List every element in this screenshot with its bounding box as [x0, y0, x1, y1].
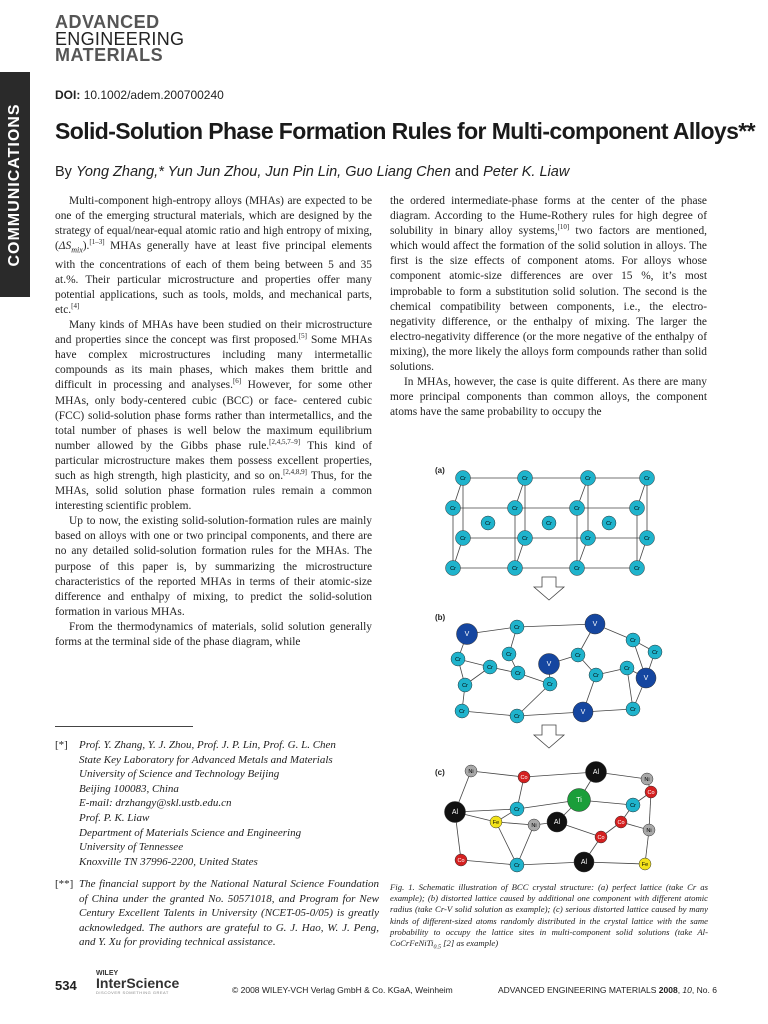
journal-citation: ADVANCED ENGINEERING MATERIALS 2008, 10, No. 6 [498, 985, 717, 995]
journal-name: ADVANCED ENGINEERING MATERIALS [498, 985, 657, 995]
atom-label: V [643, 675, 649, 683]
section-label: COMMUNICATIONS [6, 102, 23, 267]
wiley-small: WILEY [96, 970, 119, 977]
paragraph [55, 318, 372, 514]
text: However, for some other MHAs, only body-centered cubic (BCC) or face- centered cubic (FCC) solid-solution phase forms rather than intermetallics, and the total number of phases is well below the maximum equilibrium number allowed by the Gibbs phase rule. [55, 379, 372, 452]
footnote-line: University of Tennessee [79, 841, 184, 854]
text: Many kinds of MHAs have been studied on their microstructure and properties since the concept was first proposed. [55, 319, 372, 347]
atom-label: Cr [460, 476, 466, 483]
atom-label: Cr [574, 566, 580, 573]
atom-label: Cr [630, 803, 636, 810]
atom-label: Fe [641, 862, 649, 869]
figure-caption [390, 882, 708, 954]
footnote-line: University of Science and Technology Beijing [79, 768, 280, 781]
atom-label: Cr [522, 536, 528, 543]
atom-label: Cr [459, 709, 465, 716]
atom-label: V [580, 709, 586, 717]
footnote-line: State Key Laboratory for Advanced Metals and Materials [79, 753, 333, 766]
atom-label: Ni [646, 828, 652, 835]
atom-label: Cr [485, 521, 491, 528]
atom-label: Cr [634, 566, 640, 573]
wiley-interscience-logo [96, 970, 179, 995]
atom-label: Ni [531, 823, 537, 830]
atom-label: Cr [514, 807, 520, 814]
footnote-mark: [**] [55, 878, 74, 890]
caption-text: [2] as example) [440, 938, 499, 949]
wiley-tagline: DISCOVER SOMETHING GREAT [96, 990, 169, 995]
atom-label: Cr [606, 521, 612, 528]
text: Some MHAs have complex microstructures including many intermetallic compounds as its main phases, which makes them brittle and difficult in processing and analyses. [55, 334, 372, 392]
section-tab [0, 72, 30, 297]
atom-label: Co [647, 790, 655, 797]
entropy-symbol: ΔS [58, 240, 72, 253]
citation[interactable]: [2,4,8,9] [283, 468, 307, 477]
body-column-left [55, 194, 372, 650]
panel-label: (b) [435, 613, 446, 622]
journal-volume: 10 [682, 985, 692, 995]
doi-value[interactable]: 10.1002/adem.200700240 [83, 88, 224, 102]
citation[interactable]: [6] [232, 377, 242, 386]
text: two factors are mentioned, which would affect the formation of the solid solution in alloys. The first is the size effects of component atoms. For alloys whose component atomic-size differences are over 15 %, it’s most improbable to form a substitution solid solution. The second is the chemical compatibility between components, i.e., the electro-negativity difference, or the enthalpy of mixing. The larger the electro-negativity difference (or the more negative of the enthalpy of mixing), the more likely the alloys form compounds rather than solid solutions. [390, 225, 707, 374]
atom-label: Ti [576, 797, 582, 805]
text: Multi-component high-entropy alloys (MHAs) are expected to be one of the emerging structural materials, which are designed by the strategy of equal/near-equal atomic ratio and high entropy of mixing, ( [55, 195, 372, 253]
page-number: 534 [55, 978, 77, 993]
atom-label: Cr [514, 863, 520, 870]
atom-label: Ni [644, 777, 650, 784]
down-arrow [534, 725, 564, 748]
atom-label: Cr [634, 506, 640, 513]
atom-label: Cr [585, 536, 591, 543]
citation[interactable]: [10] [557, 223, 570, 232]
atom-label: Fe [492, 820, 500, 827]
entropy-subscript: mix [71, 245, 83, 255]
atom-label: Cr [630, 638, 636, 645]
paragraph [390, 194, 707, 375]
atom-label: Cr [547, 682, 553, 689]
author-line [55, 164, 569, 180]
atom-label: Co [520, 775, 528, 782]
atom-label: Al [553, 819, 561, 827]
footnote-line: Department of Materials Science and Engineering [79, 826, 302, 839]
atom-label: Ni [468, 769, 474, 776]
authors-by: By [55, 164, 72, 180]
atom-label: V [546, 661, 552, 669]
citation[interactable]: [2,4,5,7–9] [269, 437, 301, 446]
panel-label: (a) [435, 466, 445, 475]
atom-label: Cr [574, 506, 580, 513]
atom-label: Al [580, 859, 588, 867]
atom-label: Cr [450, 566, 456, 573]
footnote-text: The financial support by the National Natural Science Foundation of China under the granted No. 50571018, and Program for New Century Excellent Talents in University (NCET-05-0/05) is greatly acknowledged. The authors are grateful to G. J. Hao, W. J. Peng, and Y. Xu for providing technical assistance. [79, 878, 379, 949]
atom-label: Cr [512, 566, 518, 573]
atom-label: Cr [455, 657, 461, 664]
footnote-line: Prof. P. K. Liaw [79, 811, 150, 824]
doi [55, 88, 224, 102]
footnote-line: Knoxville TN 37996-2200, United States [79, 855, 258, 868]
atom-label: Cr [593, 673, 599, 680]
text: This kind of particular microstructure makes them possess excellent properties, such as high strength, high plasticity, and so on. [55, 439, 373, 482]
atom-label: Cr [652, 650, 658, 657]
atom-label: Cr [450, 506, 456, 513]
email-link[interactable]: E-mail: drzhangy@skl.ustb.edu.cn [79, 797, 232, 810]
footnote-line: Beijing 100083, China [79, 782, 179, 795]
crystal-structure-figure [390, 455, 710, 880]
footnote-rule [55, 726, 193, 727]
atom-label: Cr [460, 536, 466, 543]
logo-line-3: MATERIALS [55, 45, 164, 66]
citation[interactable]: [5] [298, 332, 307, 341]
atom-label: Cr [644, 536, 650, 543]
text: Thus, for the MHAs, solid solution phase formation rules remain a common interesting scientific problem. [55, 469, 372, 513]
journal-logo [55, 14, 184, 64]
atom-label: Cr [514, 714, 520, 721]
atom-label: Co [597, 835, 605, 842]
atom-label: Al [451, 809, 459, 817]
atom-label: Cr [514, 625, 520, 632]
atom-label: V [464, 631, 470, 639]
footnote-mark: [*] [55, 739, 68, 751]
logo-line-1: ADVANCED [55, 12, 160, 32]
atom-label: Cr [515, 671, 521, 678]
atom-label: Al [592, 769, 600, 777]
article-title: Solid-Solution Phase Formation Rules for Multi-component Alloys** [55, 118, 756, 144]
citation[interactable]: [4] [71, 302, 80, 311]
authors-and: and [454, 164, 480, 180]
atom-label: Cr [462, 683, 468, 690]
doi-label: DOI: [55, 88, 81, 102]
atom-label: Cr [487, 665, 493, 672]
author-last: Peter K. Liaw [483, 164, 570, 180]
paragraph [55, 194, 372, 318]
citation[interactable]: [1–3] [89, 238, 105, 247]
text: the ordered intermediate-phase forms at the center of the phase diagram. According to the Hume-Rothery rules for high degree of solubility in binary alloy systems, [390, 195, 707, 238]
atom-label: Cr [644, 476, 650, 483]
footnote-line: Prof. Y. Zhang, Y. J. Zhou, Prof. J. P. Lin, Prof. G. L. Chen [79, 739, 336, 751]
atom-label: Cr [546, 521, 552, 528]
atom-label: Cr [512, 506, 518, 513]
journal-year: 2008 [658, 985, 678, 995]
atom-label: Cr [506, 652, 512, 659]
atom-label: Co [617, 820, 625, 827]
atom-label: Cr [522, 476, 528, 483]
atom-label: Cr [575, 653, 581, 660]
atom-label: Co [457, 858, 465, 865]
logo-line-2: ENGINEERING [55, 28, 185, 49]
journal-issue: , No. 6 [691, 985, 717, 995]
atom-label: Cr [630, 707, 636, 714]
body-column-right [390, 194, 707, 420]
atom-label: Cr [585, 476, 591, 483]
text: MHAs generally have at least five principal elements with the concentrations of each of them being between 5 and 35 at.%. Their particular microstructure and properties offer many potential applications, such as tools, molds, and mechanical parts, etc. [55, 240, 372, 316]
copyright: © 2008 WILEY-VCH Verlag GmbH & Co. KGaA, Weinheim [232, 985, 453, 995]
paragraph: Up to now, the existing solid-solution-formation rules are mainly based on alloys with one or two principal components, and there are no any detailed solid-solution formation rules for the MHAs. The purpose of this paper is, by summarizing the microstructure characteristics of the reported MHAs in terms of their atomic-size difference and enthalpy of mixing, to predict the solid-solution formation in various MHAs. [55, 515, 372, 618]
author-names: Yong Zhang,* Yun Jun Zhou, Jun Pin Lin, Guo Liang Chen [75, 164, 451, 180]
paragraph: From the thermodynamics of materials, solid solution generally forms at the terminal side of the phase diagram, while [55, 620, 372, 648]
atom-label: Cr [624, 666, 630, 673]
caption-text: Fig. 1. Schematic illustration of BCC crystal structure: (a) perfect lattice (take Cr as example); (b) distorted lattice caused by additional one component with different atomic radius (take Cr-V solid solution as example); (c) serious distorted lattice caused by many kinds of different-sized atoms randomly distributed in the crystal lattice with the same probability to occupy the lattice sites in multi-component solid solutions (take Al-CoCrFeNiTi [390, 882, 708, 949]
down-arrow [534, 577, 564, 600]
wiley-brand: InterScience [96, 975, 180, 991]
atom-label: V [592, 621, 598, 629]
text: ). [82, 240, 90, 253]
panel-label: (c) [435, 768, 445, 777]
caption-subscript: 0.5 [433, 944, 441, 951]
paragraph: In MHAs, however, the case is quite different. As there are many more principal components than common alloys, the component atoms have the same probability to occupy the [390, 376, 707, 419]
